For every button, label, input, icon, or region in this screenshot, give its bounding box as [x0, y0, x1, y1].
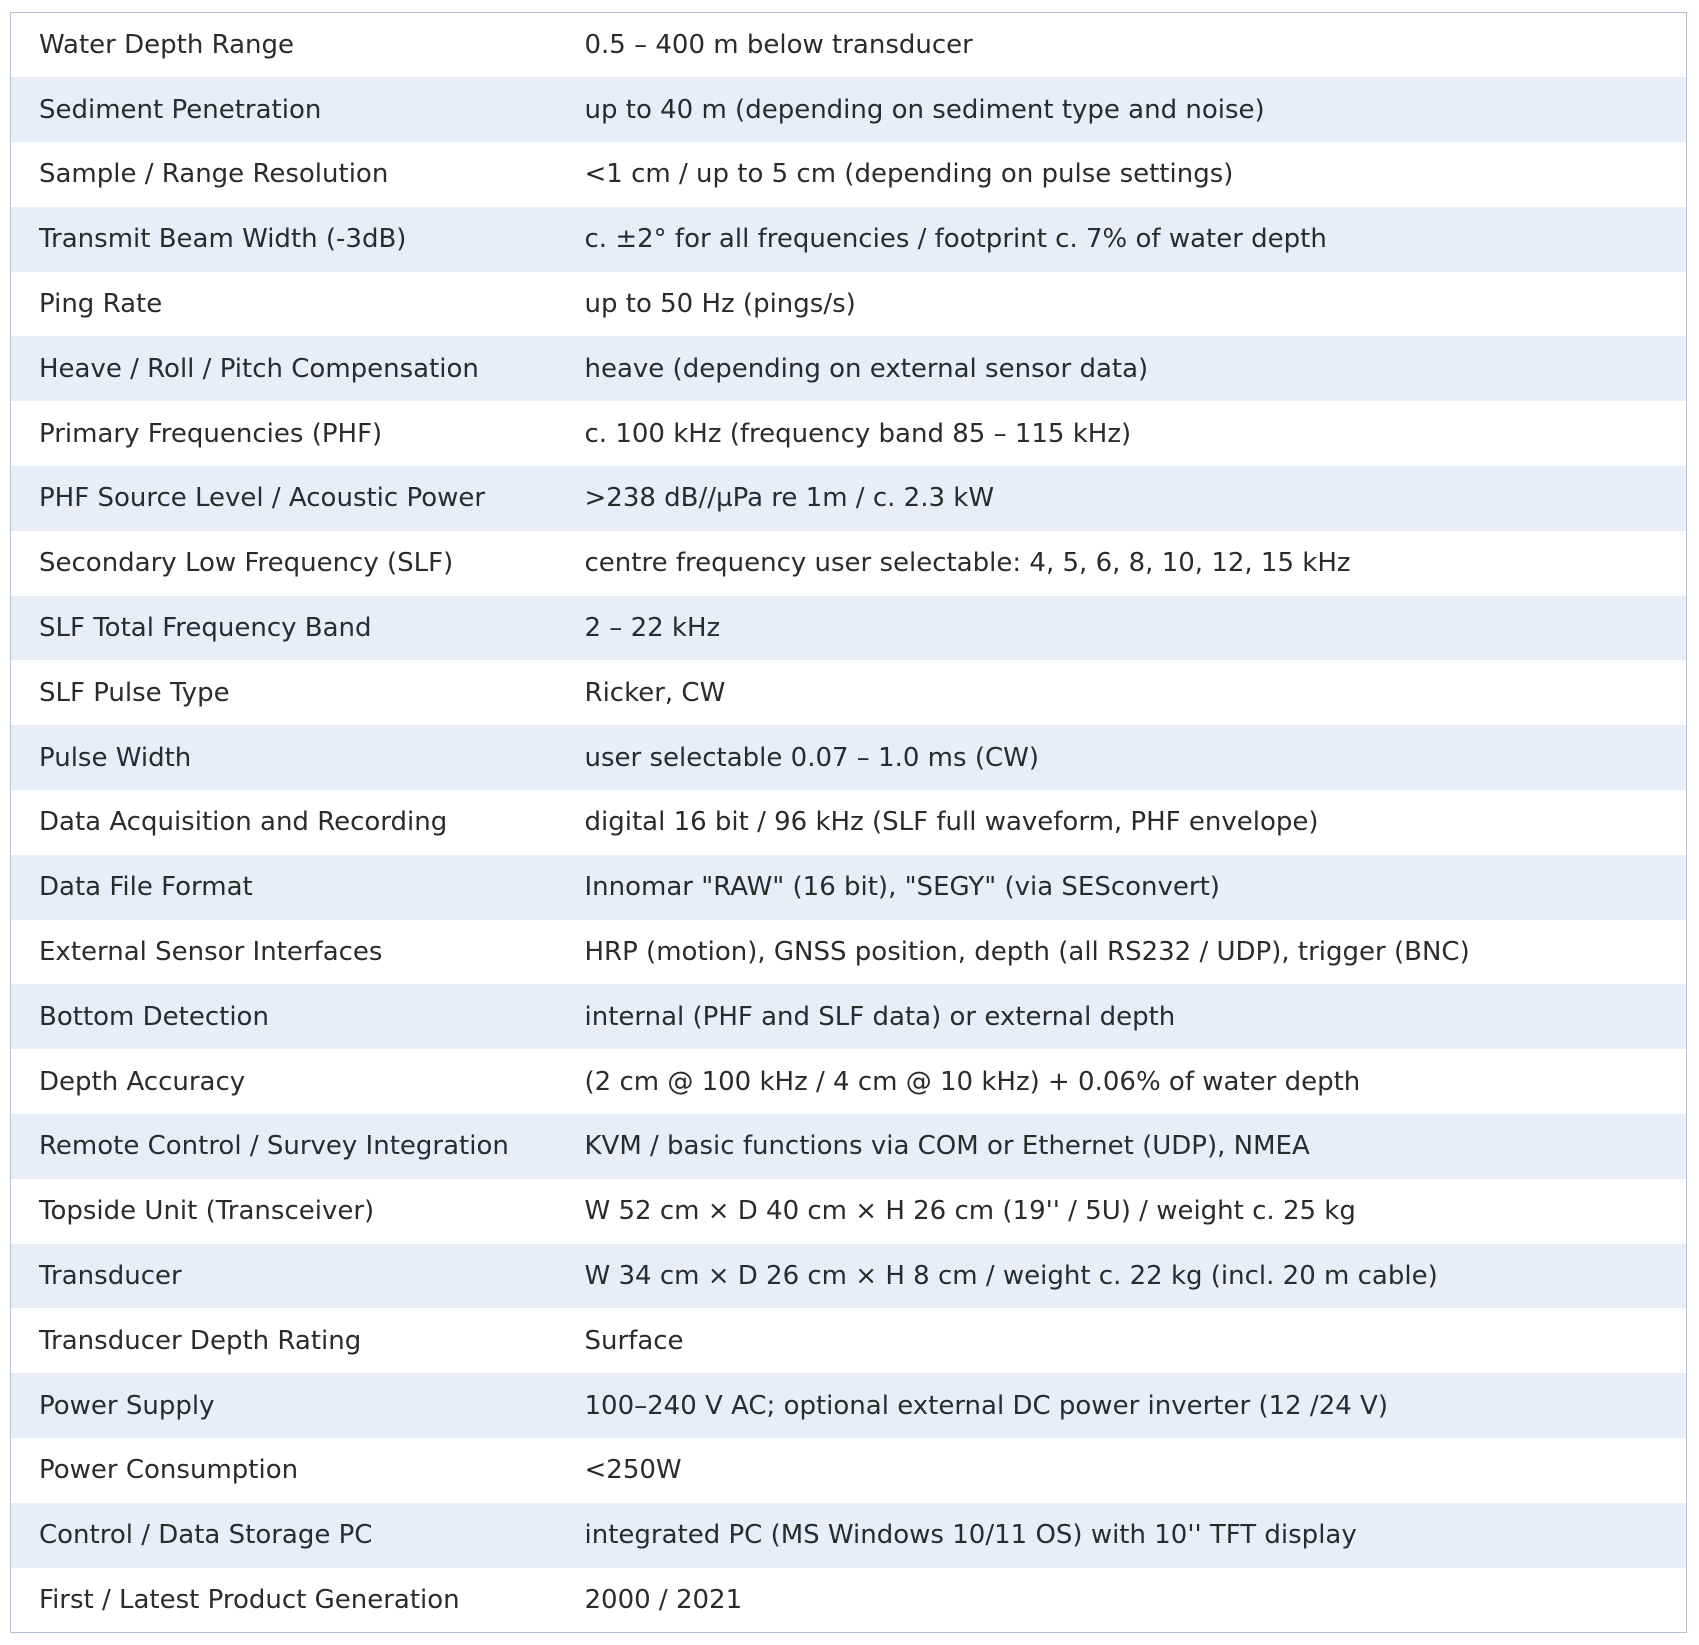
spec-value: Innomar "RAW" (16 bit), "SEGY" (via SESconvert) — [584, 872, 1220, 903]
spec-label: Sediment Penetration — [39, 94, 322, 125]
spec-label: Transmit Beam Width (-3dB) — [39, 224, 407, 255]
spec-label: Heave / Roll / Pitch Compensation — [39, 353, 479, 384]
spec-value: <1 cm / up to 5 cm (depending on pulse settings) — [584, 159, 1234, 190]
spec-label: Secondary Low Frequency (SLF) — [39, 548, 454, 579]
table-row — [11, 13, 1687, 78]
spec-value: integrated PC (MS Windows 10/11 OS) with 10'' TFT display — [584, 1520, 1357, 1551]
spec-label: Remote Control / Survey Integration — [39, 1131, 509, 1162]
table-row — [11, 466, 1687, 531]
table-row — [11, 1373, 1687, 1438]
spec-value: up to 40 m (depending on sediment type and noise) — [584, 94, 1265, 125]
spec-label: Transducer — [39, 1261, 182, 1292]
spec-value: 0.5 – 400 m below transducer — [584, 30, 973, 61]
spec-value: c. ±2° for all frequencies / footprint c. 7% of water depth — [584, 224, 1327, 255]
table-row — [11, 1568, 1687, 1633]
spec-label: Data File Format — [39, 872, 253, 903]
table-row — [11, 790, 1687, 855]
spec-value: HRP (motion), GNSS position, depth (all RS232 / UDP), trigger (BNC) — [584, 937, 1470, 968]
spec-value: 2 – 22 kHz — [584, 613, 721, 644]
table-row — [11, 855, 1687, 920]
table-row — [11, 142, 1687, 207]
table-row — [11, 1179, 1687, 1244]
table-row — [11, 531, 1687, 596]
spec-label: Sample / Range Resolution — [39, 159, 389, 190]
spec-value: up to 50 Hz (pings/s) — [584, 289, 856, 320]
spec-label: Ping Rate — [39, 289, 163, 320]
spec-label: Depth Accuracy — [39, 1066, 246, 1097]
spec-value: >238 dB//µPa re 1m / c. 2.3 kW — [584, 483, 995, 514]
spec-label: Bottom Detection — [39, 1001, 269, 1032]
spec-label: Data Acquisition and Recording — [39, 807, 448, 838]
spec-label: External Sensor Interfaces — [39, 937, 383, 968]
table-row — [11, 272, 1687, 337]
spec-value: <250W — [584, 1455, 682, 1486]
spec-label: SLF Pulse Type — [39, 677, 230, 708]
spec-label: Primary Frequencies (PHF) — [39, 418, 383, 449]
spec-value: c. 100 kHz (frequency band 85 – 115 kHz) — [584, 418, 1132, 449]
spec-value: (2 cm @ 100 kHz / 4 cm @ 10 kHz) + 0.06% of water depth — [584, 1066, 1361, 1097]
table-row — [11, 336, 1687, 401]
spec-value: KVM / basic functions via COM or Ethernet (UDP), NMEA — [584, 1131, 1310, 1162]
spec-value: user selectable 0.07 – 1.0 ms (CW) — [584, 742, 1039, 773]
table-row — [11, 1438, 1687, 1503]
spec-value: heave (depending on external sensor data) — [584, 353, 1149, 384]
table-row — [11, 1308, 1687, 1373]
spec-value: 2000 / 2021 — [584, 1584, 743, 1615]
table-row — [11, 725, 1687, 790]
spec-label: SLF Total Frequency Band — [39, 613, 372, 644]
spec-label: Power Consumption — [39, 1455, 299, 1486]
table-row — [11, 77, 1687, 142]
spec-table — [10, 12, 1687, 1633]
table-row — [11, 596, 1687, 661]
spec-value: 100–240 V AC; optional external DC power inverter (12 /24 V) — [584, 1390, 1388, 1421]
spec-label: Topside Unit (Transceiver) — [39, 1196, 375, 1227]
table-row — [11, 1503, 1687, 1568]
spec-value: Ricker, CW — [584, 677, 726, 708]
spec-value: digital 16 bit / 96 kHz (SLF full waveform, PHF envelope) — [584, 807, 1319, 838]
spec-label: Transducer Depth Rating — [39, 1325, 362, 1356]
spec-value: W 52 cm × D 40 cm × H 26 cm (19'' / 5U) / weight c. 25 kg — [584, 1196, 1356, 1227]
spec-label: First / Latest Product Generation — [39, 1584, 460, 1615]
table-row — [11, 401, 1687, 466]
spec-value: internal (PHF and SLF data) or external depth — [584, 1001, 1176, 1032]
spec-label: Pulse Width — [39, 742, 192, 773]
table-row — [11, 1049, 1687, 1114]
spec-value: W 34 cm × D 26 cm × H 8 cm / weight c. 22 kg (incl. 20 m cable) — [584, 1261, 1438, 1292]
spec-value: Surface — [584, 1325, 684, 1356]
spec-label: Power Supply — [39, 1390, 215, 1421]
spec-label: PHF Source Level / Acoustic Power — [39, 483, 486, 514]
table-row — [11, 207, 1687, 272]
table-row — [11, 920, 1687, 985]
spec-label: Control / Data Storage PC — [39, 1520, 373, 1551]
table-row — [11, 1114, 1687, 1179]
spec-label: Water Depth Range — [39, 30, 294, 61]
spec-value: centre frequency user selectable: 4, 5, 6, 8, 10, 12, 15 kHz — [584, 548, 1351, 579]
table-row — [11, 660, 1687, 725]
table-row — [11, 1244, 1687, 1309]
table-row — [11, 984, 1687, 1049]
